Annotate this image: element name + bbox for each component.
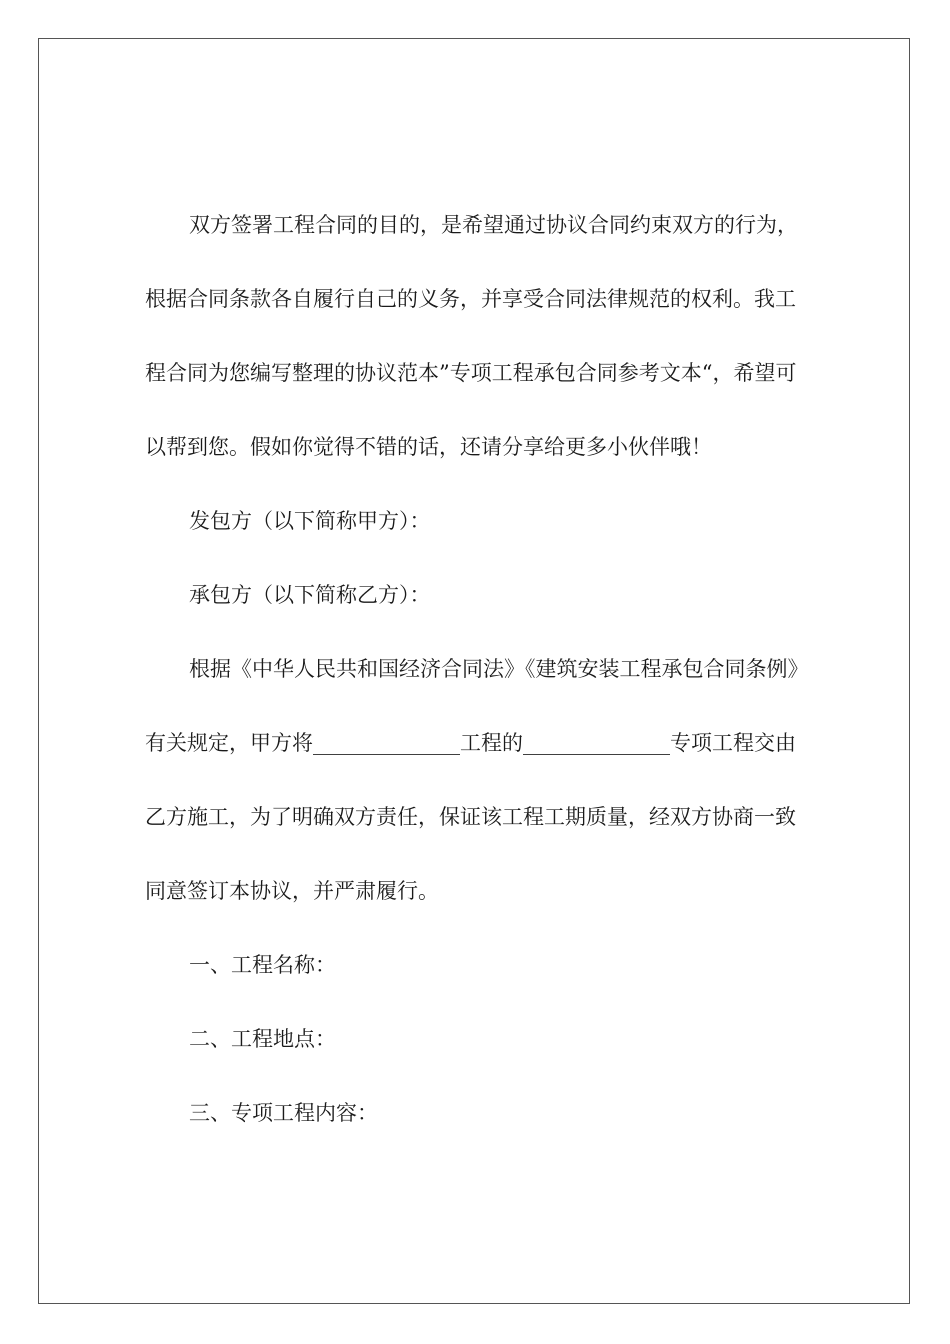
party-b-line: 承包方（以下简称乙方）： [189,583,431,607]
section-project-name: 一、工程名称： [189,953,336,977]
section-project-location: 二、工程地点： [189,1027,336,1051]
intro-paragraph: 双方签署工程合同的目的，是希望通过协议合同约束双方的行为，根据合同条款各自履行自己的义务，并享受合同法律规范的权利。我工程合同为您编写整理的协议范本”专项工程承包合同参考文本“，希望可以帮到您。假如你觉得不错的话，还请分享给更多小伙伴哦！ [145,213,798,459]
party-a-line: 发包方（以下简称甲方）： [189,509,431,533]
basis-paragraph: 根据《中华人民共和国经济合同法》《建筑安装工程承包合同条例》有关规定，甲方将______________工程的______________专项工程交由乙方施工，为了明确双方责任，保证该工程工期质量，经双方协商一致同意签订本协议，并严肃履行。 [145,657,798,903]
section-project-content: 三、专项工程内容： [189,1101,378,1125]
document-body [145,188,805,1150]
